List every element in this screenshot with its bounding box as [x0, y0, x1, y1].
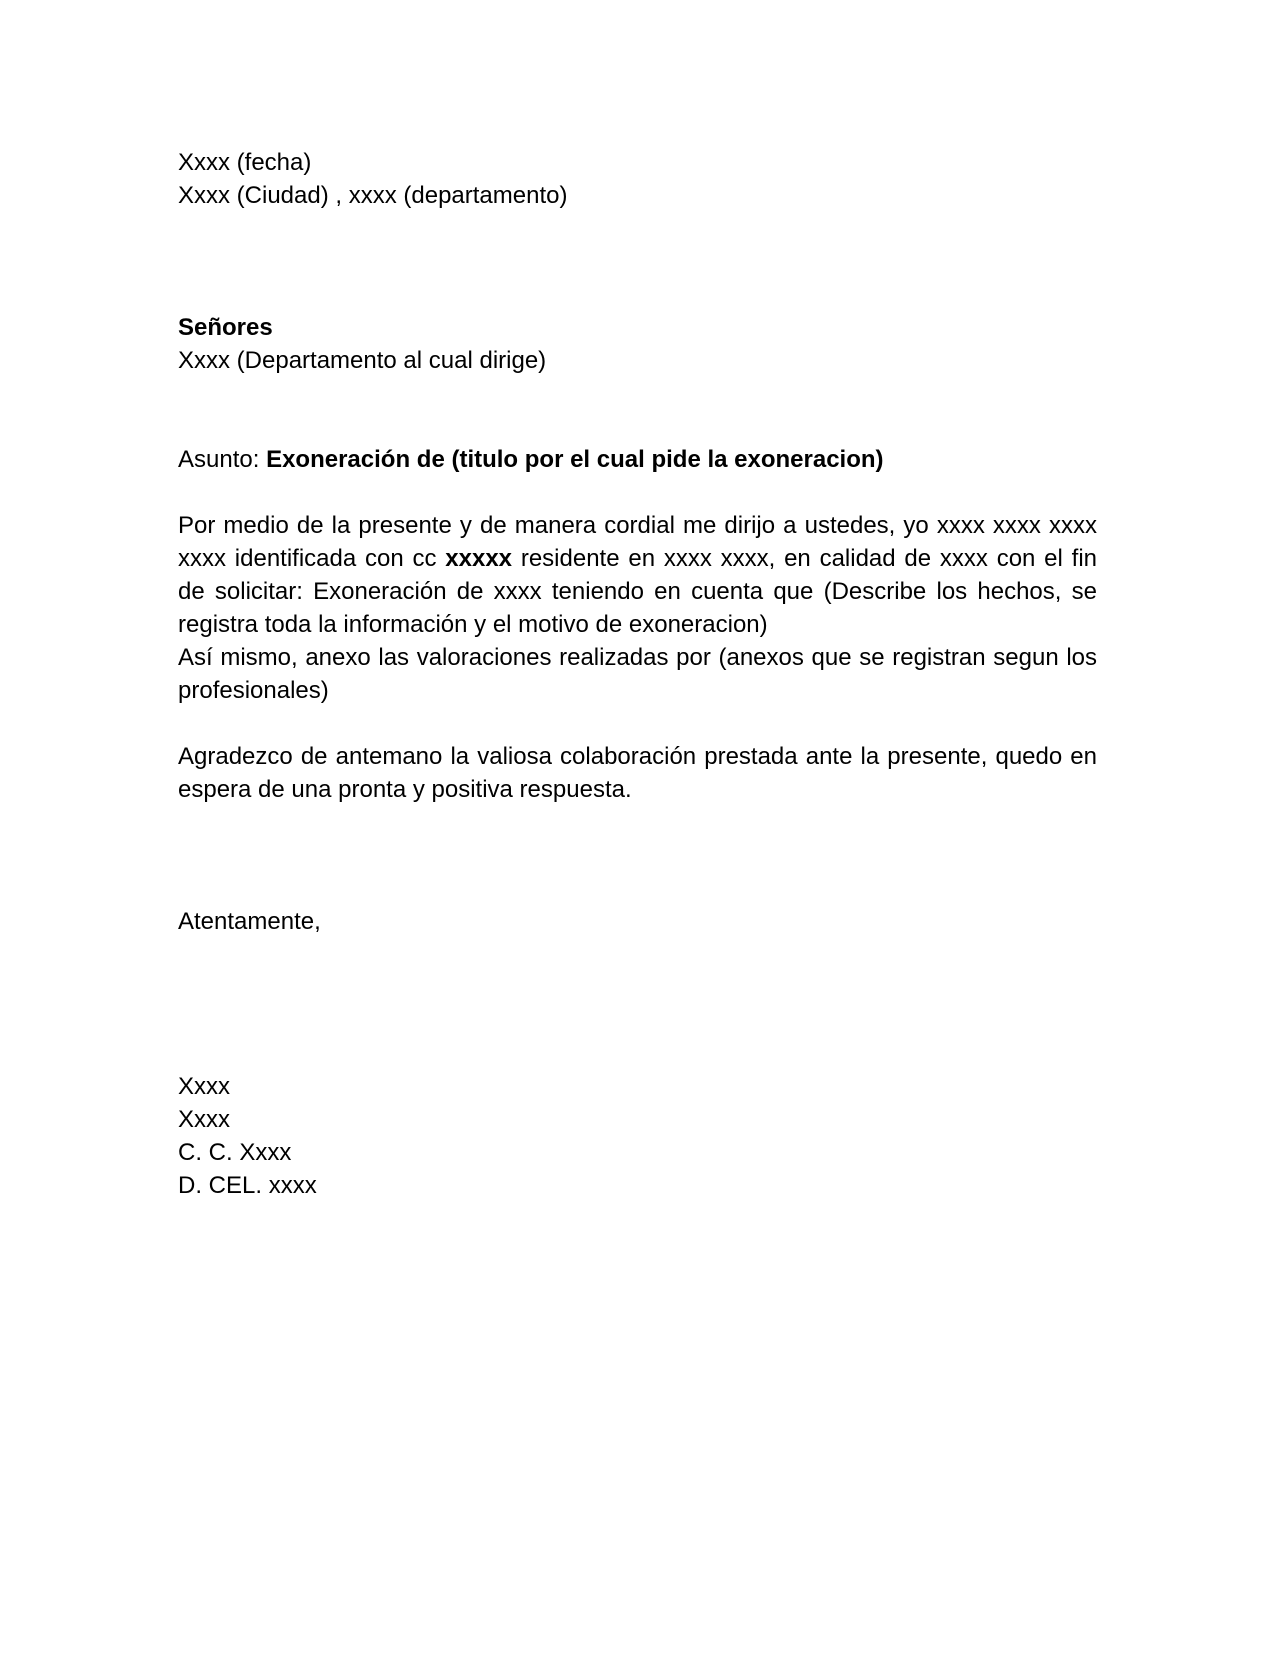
body-paragraph-3: Agradezco de antemano la valiosa colaboración prestada ante la presente, quedo en espera de una pronta y positiva respuesta.: [178, 743, 1097, 803]
subject-line: [178, 443, 884, 476]
body-paragraph-2: Así mismo, anexo las valoraciones realizadas por (anexos que se registran segun los profesionales): [178, 644, 1097, 704]
body1-id-number: xxxxx: [445, 545, 513, 572]
signature-phone-line: D. CEL. xxxx: [178, 1172, 317, 1199]
city-line: Xxxx (Ciudad) , xxxx (departamento): [178, 182, 568, 209]
recipient-line: Xxxx (Departamento al cual dirige): [178, 347, 547, 374]
closing: Atentamente,: [178, 908, 321, 935]
salutation: Señores: [178, 314, 273, 341]
subject-label: Asunto:: [178, 446, 267, 473]
body-block-main: [178, 509, 1097, 707]
signature-line-1: Xxxx: [178, 1073, 231, 1100]
body1-part1: Por medio de la presente y de manera cordial me dirijo a ustedes, yo xxxx xxxx xxxx xxxx identificada con cc: [178, 512, 1097, 572]
date-line: Xxxx (fecha): [178, 149, 312, 176]
signature-id-line: C. C. Xxxx: [178, 1139, 292, 1166]
body1-part2: residente en xxxx xxxx, en calidad de xxxx con el fin de solicitar: Exoneración de xxxx teniendo en cuenta que (Describe los hechos, se registra toda la información y el motivo de exoneracion): [178, 545, 1097, 638]
subject-text: Exoneración de (titulo por el cual pide la exoneracion): [266, 446, 884, 473]
body-paragraph-1: [178, 509, 1097, 641]
signature-line-2: Xxxx: [178, 1106, 231, 1133]
